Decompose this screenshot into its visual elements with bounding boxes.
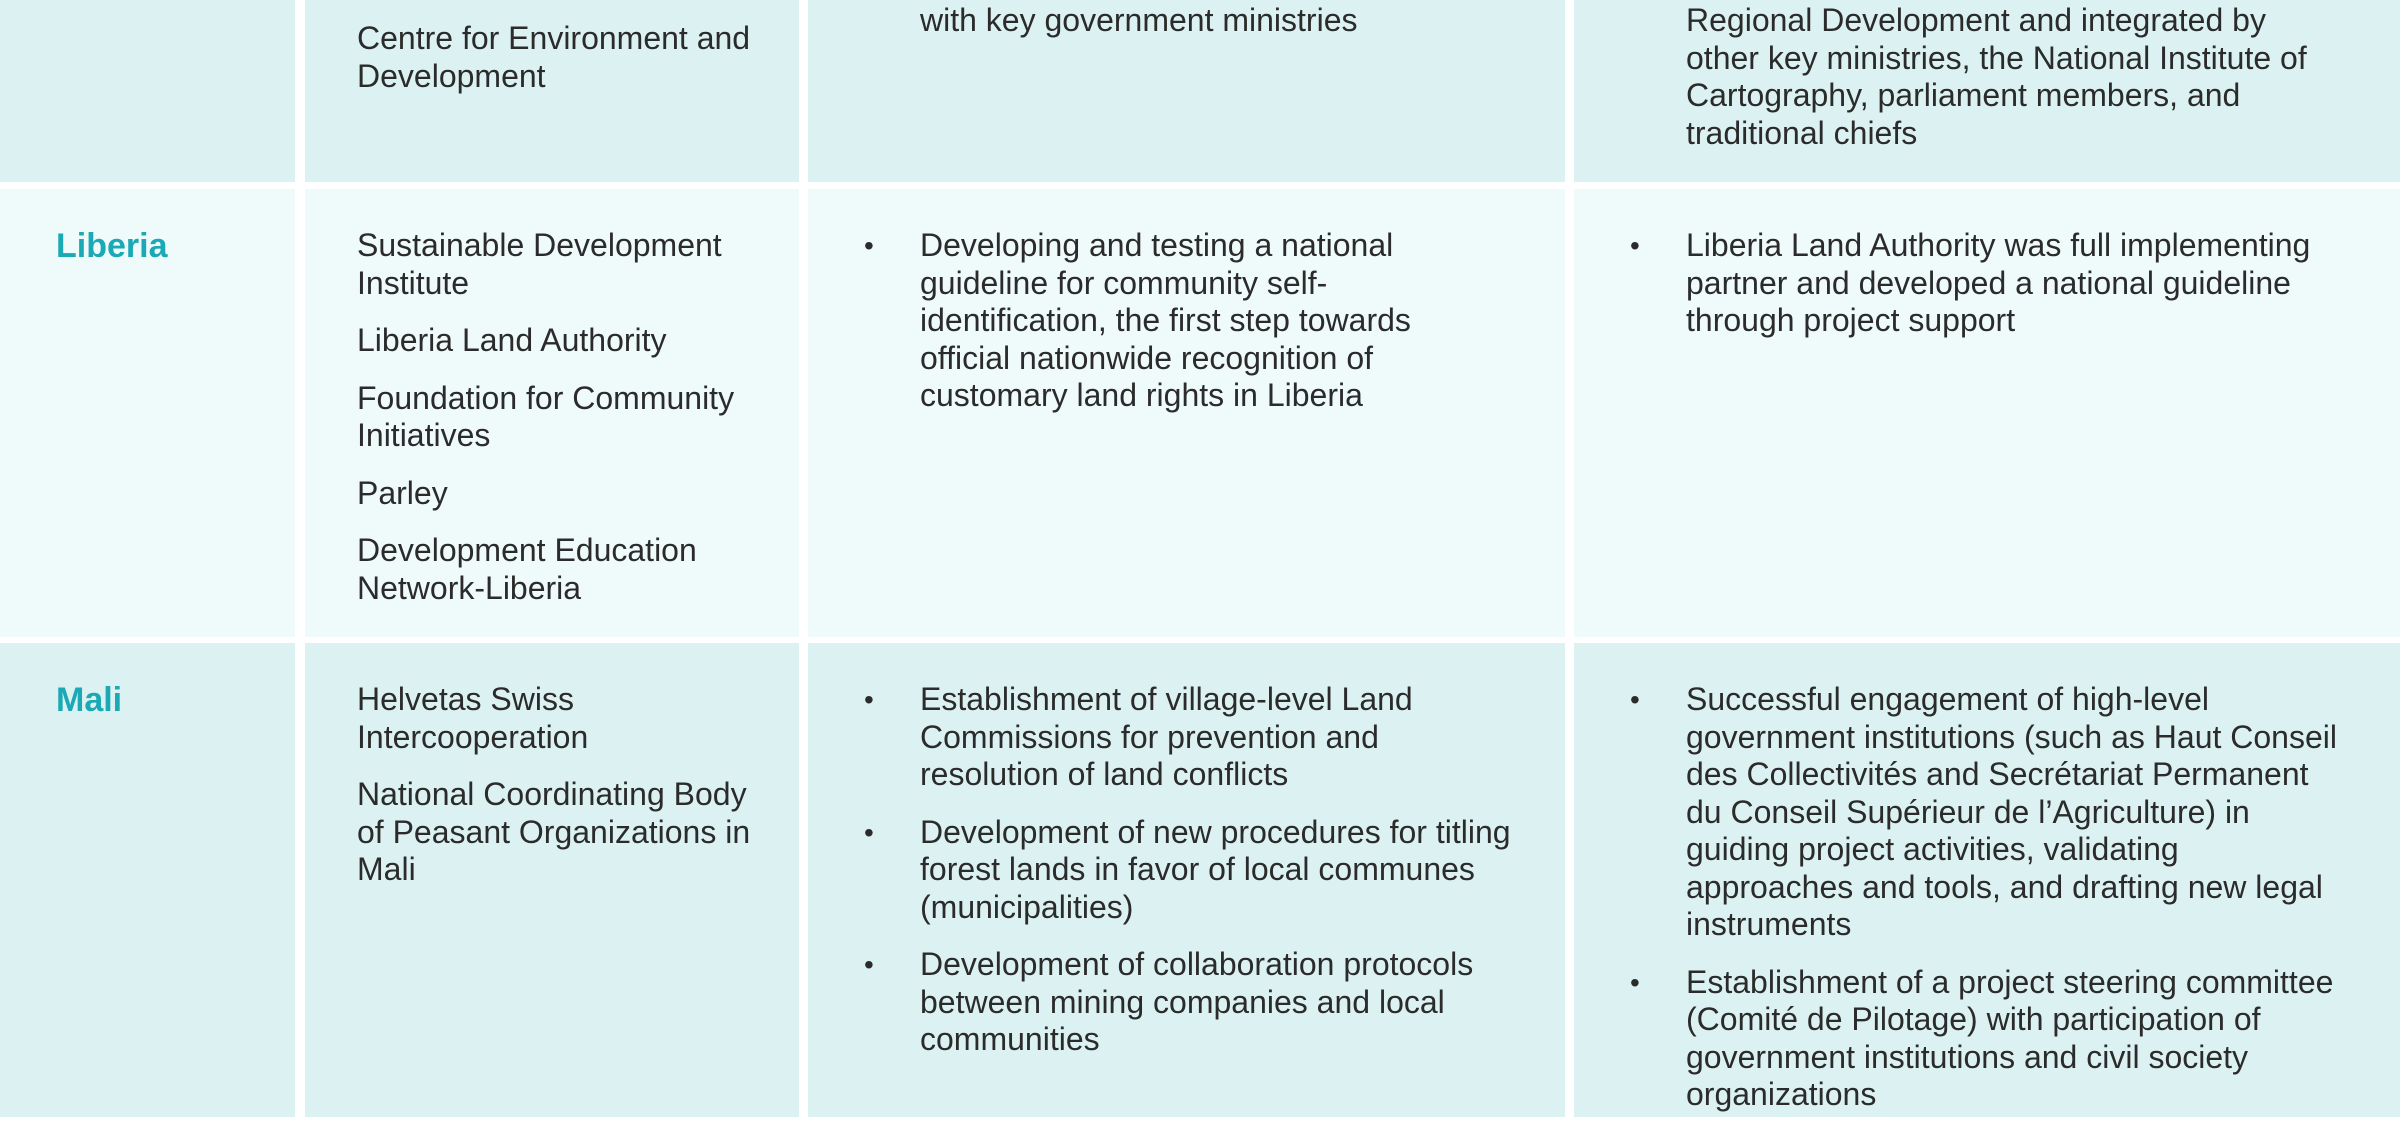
result-item: • Establishment of village-level Land Commissions for prevention and resolution of land conflicts	[864, 681, 1413, 792]
partner-name: Helvetas Swiss Intercooperation	[357, 681, 589, 755]
engagement-cell	[1574, 189, 2400, 637]
partner-name: Centre for Environment and Development	[357, 20, 751, 94]
engagement-cell	[1574, 0, 2400, 182]
engagement-cell	[1574, 643, 2400, 1117]
results-cell	[808, 643, 1565, 1117]
bullet-icon: •	[864, 684, 874, 715]
partner-name: Liberia Land Authority	[357, 322, 667, 358]
partner-name: Parley	[357, 474, 448, 511]
country-cell	[0, 643, 295, 1117]
country-name: Liberia	[56, 227, 168, 265]
partners-cell	[305, 189, 799, 637]
engagement-item: • Successful engagement of high-level government institutions (such as Haut Conseil des Collectivités and Secrétariat Permanent du Conseil Supérieur de l’Agriculture) in guiding project activities, validating approaches and tools, and drafting new legal instruments	[1630, 681, 2337, 942]
bullet-icon: •	[864, 816, 874, 848]
bullet-icon: •	[864, 949, 874, 980]
partners-cell	[305, 643, 799, 1117]
bullet-icon: •	[1630, 684, 1640, 715]
country-name: Mali	[56, 681, 123, 719]
partner-name: Sustainable Development Institute	[357, 227, 722, 301]
results-cell	[808, 189, 1565, 637]
table-row	[0, 0, 2400, 182]
partner-name: Development Education Network-Liberia	[357, 532, 697, 606]
partner-name: National Coordinating Body of Peasant Organizations in Mali	[357, 776, 751, 887]
country-cell	[0, 0, 295, 182]
bullet-icon: •	[864, 230, 874, 261]
engagement-item: Regional Development and integrated by other key ministries, the National Institute of Cartography, parliament members, and traditional chiefs	[1686, 2, 2307, 151]
result-item: • Development of collaboration protocols between mining companies and local communities	[864, 946, 1474, 1057]
result-item: • Developing and testing a national guideline for community self-identification, the first step towards official nationwide recognition of customary land rights in Liberia	[864, 227, 1411, 413]
engagement-item: • Liberia Land Authority was full implementing partner and developed a national guideline through project support	[1630, 227, 2311, 338]
partner-name: Foundation for Community Initiatives	[357, 379, 735, 453]
partners-cell	[305, 0, 799, 182]
country-cell	[0, 189, 295, 637]
bullet-icon: •	[1630, 230, 1640, 261]
results-cell	[808, 0, 1565, 182]
table-row	[0, 189, 2400, 637]
bullet-icon: •	[1630, 966, 1640, 998]
table-row	[0, 643, 2400, 1117]
result-item: • Development of new procedures for titling forest lands in favor of local communes (municipalities)	[864, 813, 1511, 925]
engagement-item: • Establishment of a project steering committee (Comité de Pilotage) with participation of government institutions and civil society organizations	[1630, 963, 2334, 1112]
result-item: with key government ministries	[920, 2, 1358, 38]
